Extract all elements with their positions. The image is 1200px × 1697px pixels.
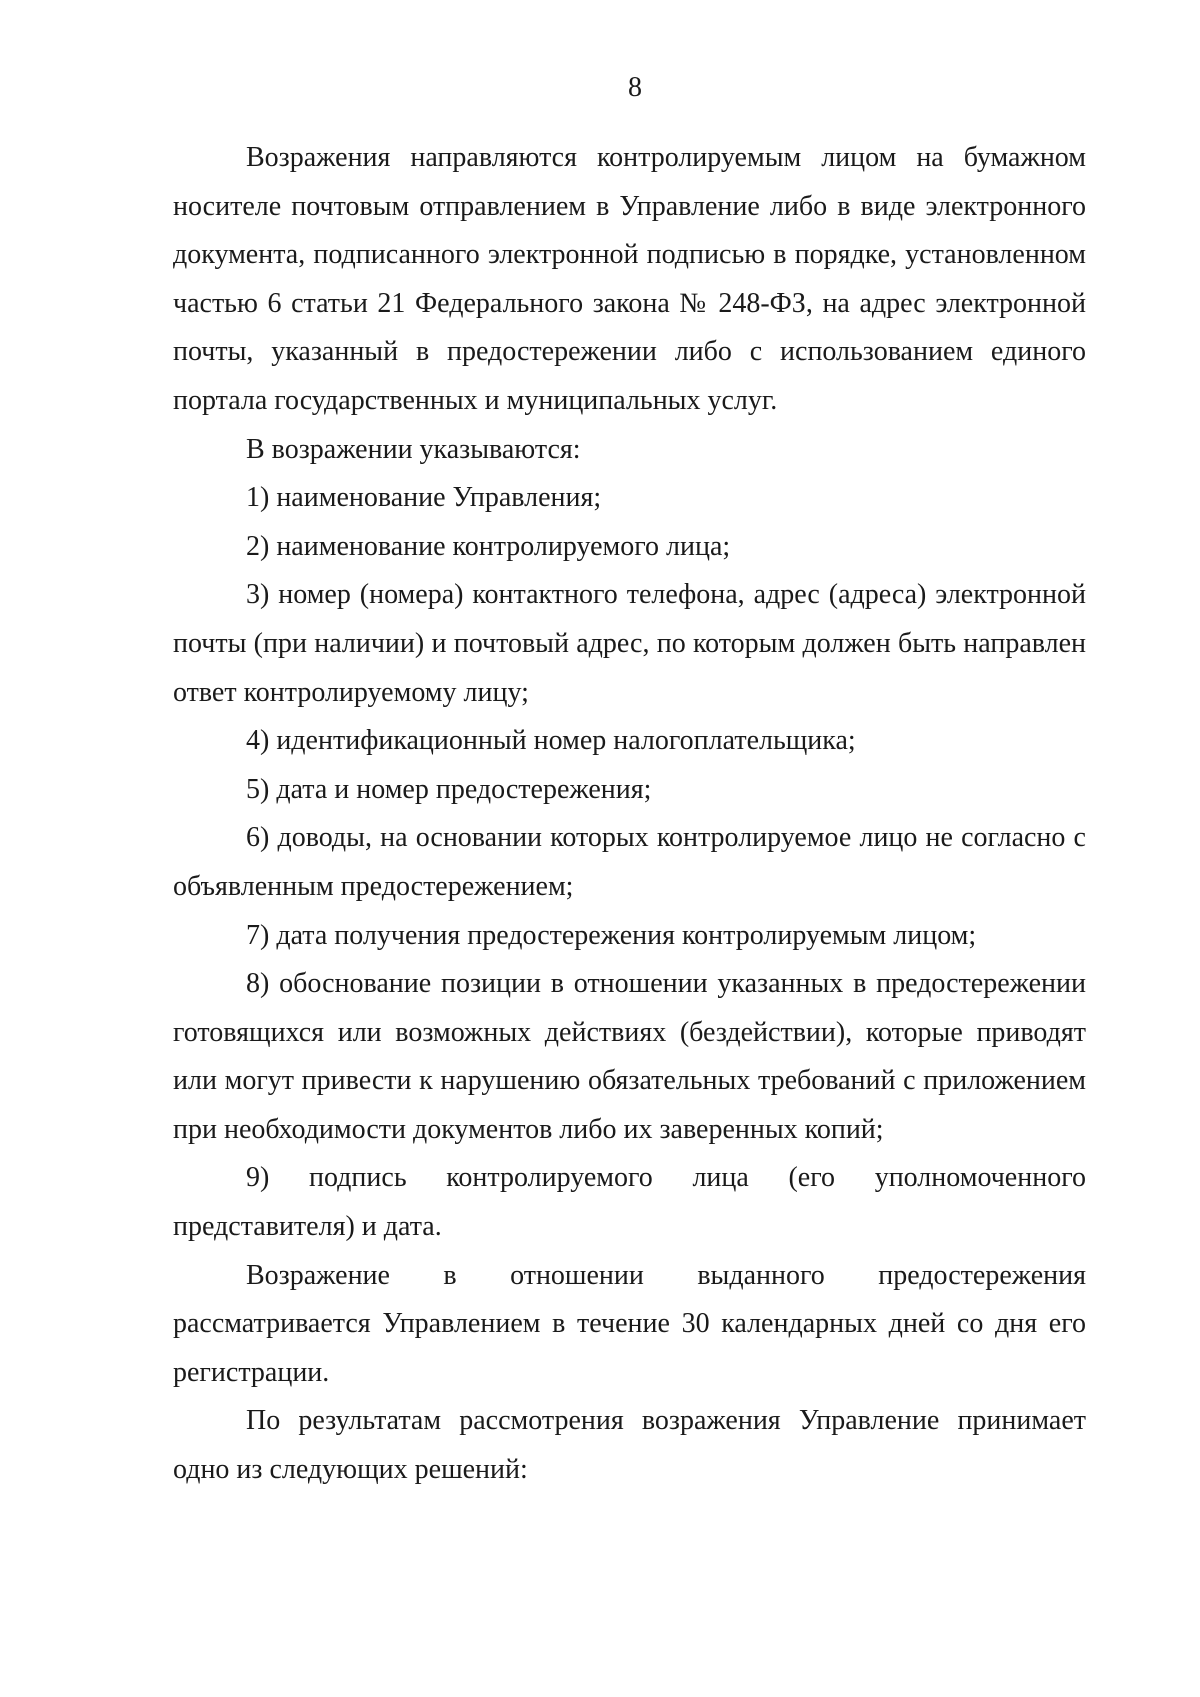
list-item-6: 6) доводы, на основании которых контролируемое лицо не согласно с объявленным предостережением; — [173, 822, 1086, 902]
paragraph-objections-submission: Возражения направляются контролируемым лицом на бумажном носителе почтовым отправлением в Управление либо в виде электронного документа, подписанного электронной подписью в порядке, установленном частью 6 статьи 21 Федерального закона № 248-ФЗ, на адрес электронной почты, указанный в предостережении либо с использованием единого портала государственных и муниципальных услуг. — [173, 142, 1086, 416]
list-item-4: 4) идентификационный номер налогоплательщика; — [246, 725, 856, 757]
list-item-3: 3) номер (номера) контактного телефона, адрес (адреса) электронной почты (при наличии) и почтовый адрес, по которым должен быть направлен ответ контролируемому лицу; — [173, 579, 1086, 708]
paragraph-review-period: Возражение в отношении выданного предостережения рассматривается Управлением в течение 30 календарных дней со дня его регистрации. — [173, 1259, 1086, 1388]
list-item-9: 9) подпись контролируемого лица (его уполномоченного представителя) и дата. — [173, 1162, 1086, 1243]
list-item-2: 2) наименование контролируемого лица; — [246, 530, 731, 562]
list-item-8: 8) обоснование позиции в отношении указанных в предостережении готовящихся или возможных действиях (бездействии), которые приводят или могут привести к нарушению обязательных требований с приложением при необходимости документов либо их заверенных копий; — [173, 968, 1086, 1145]
paragraph-decision-intro: По результатам рассмотрения возражения Управление принимает одно из следующих решений: — [173, 1405, 1086, 1486]
page-number: 8 — [628, 72, 642, 103]
list-item-1: 1) наименование Управления; — [246, 482, 602, 514]
list-item-5: 5) дата и номер предостережения; — [246, 773, 652, 805]
paragraph-objection-contents-intro: В возражении указываются: — [246, 433, 581, 465]
list-item-7: 7) дата получения предостережения контролируемым лицом; — [246, 919, 977, 951]
document-body — [173, 134, 1086, 1495]
